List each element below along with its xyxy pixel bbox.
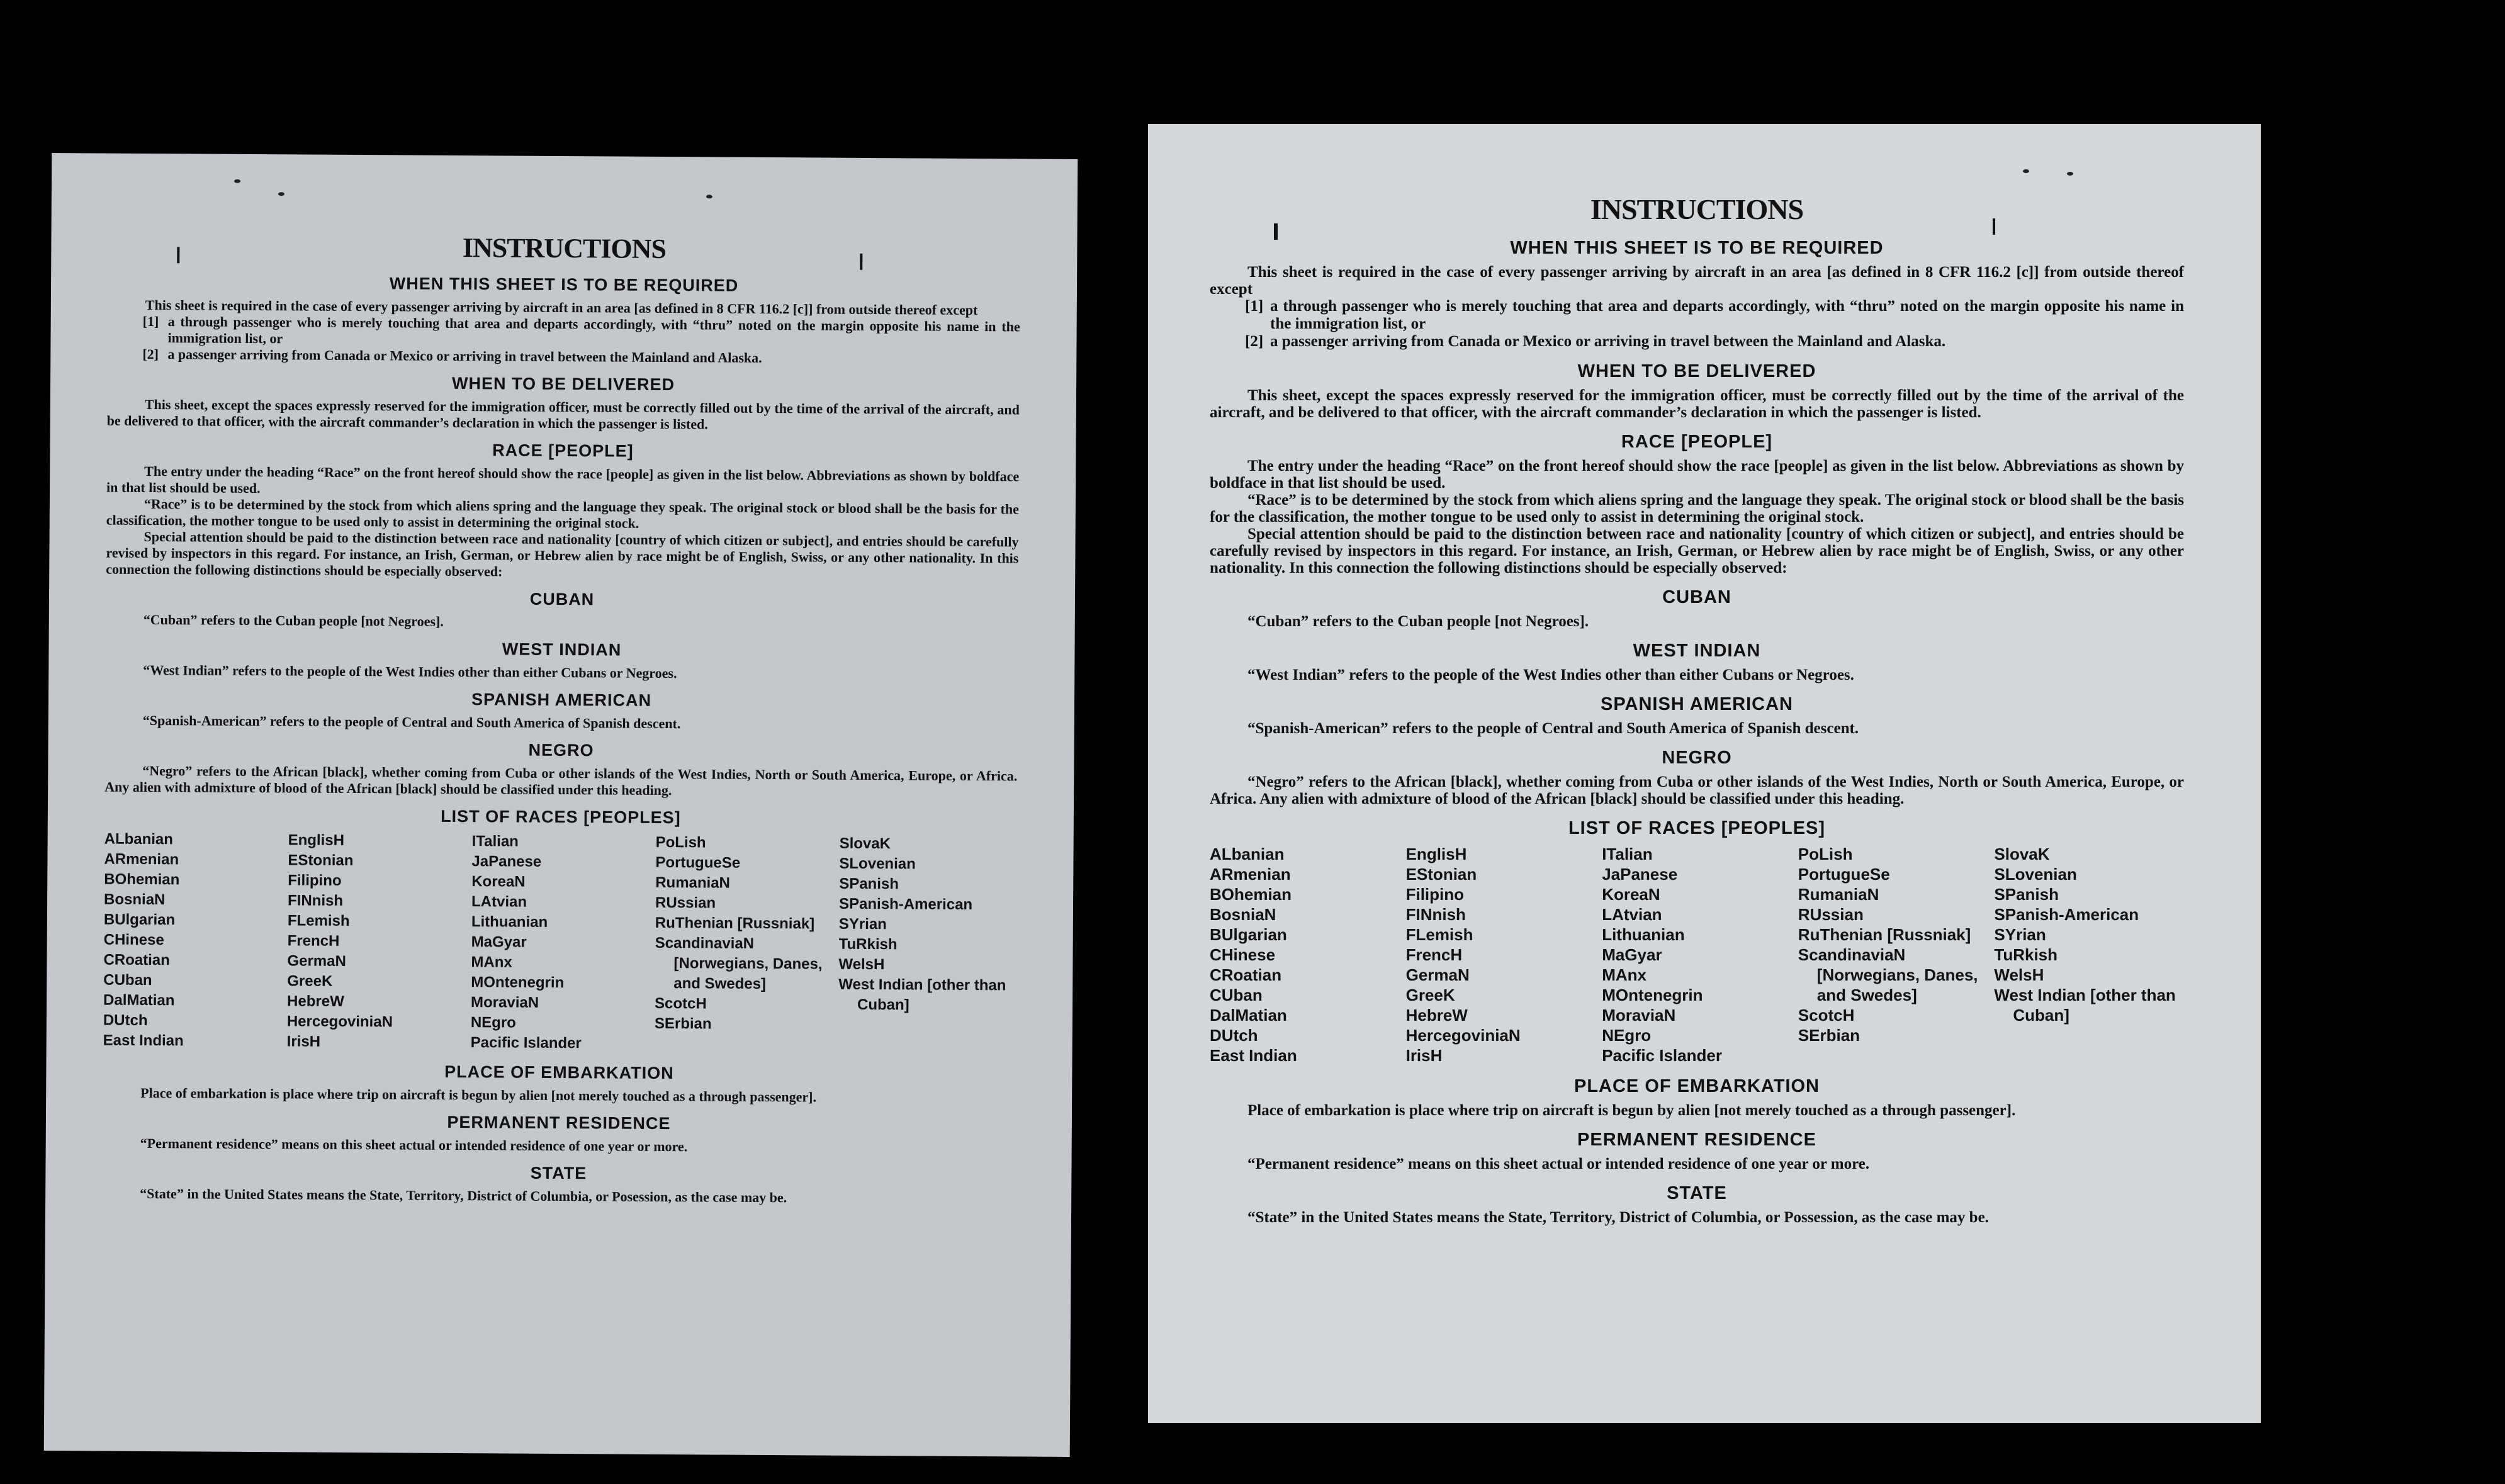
race-entry: SYrian bbox=[838, 915, 887, 933]
race-entry: ScandinaviaN [Norwegians, Danes, and Swedes] bbox=[1798, 945, 1978, 1004]
race-entry: CRoatian bbox=[1210, 965, 1282, 984]
race-entry: Lithuanian bbox=[471, 913, 548, 931]
race-entry: Lithuanian bbox=[1602, 925, 1685, 944]
race-entry: CRoatian bbox=[103, 951, 170, 969]
race-entry: ITalian bbox=[1602, 845, 1653, 863]
race-entry: PoLish bbox=[1798, 845, 1853, 863]
race-entry: GreeK bbox=[287, 972, 333, 990]
race-entry: Filipino bbox=[288, 872, 342, 889]
page-title: INSTRUCTIONS bbox=[462, 232, 667, 265]
race-entry: EStonian bbox=[288, 852, 354, 869]
heading-when-required: WHEN THIS SHEET IS TO BE REQUIRED bbox=[389, 274, 739, 295]
races-column bbox=[1798, 844, 1988, 1065]
race-entry: BUlgarian bbox=[103, 911, 176, 929]
races-column bbox=[1210, 844, 1400, 1065]
race-entry: TuRkish bbox=[1994, 945, 2058, 964]
race-entry: TuRkish bbox=[838, 935, 898, 953]
state-text: “State” in the United States means the State, Territory, District of Columbia, or Posession, as the case may be. bbox=[140, 1185, 787, 1206]
race-entry: SPanish bbox=[839, 875, 899, 893]
speck bbox=[234, 179, 240, 183]
race-paragraph-1: The entry under the heading “Race” on the front hereof should show the race [people] as given in the list below. Abbreviations as shown by boldface in that list should be used. bbox=[1210, 458, 2184, 492]
heading-when-delivered: WHEN TO BE DELIVERED bbox=[1577, 361, 1816, 381]
race-paragraph-1: The entry under the heading “Race” on the front hereof should show the race [people] as given in the list below. Abbreviations as shown by boldface in that list should be used. bbox=[106, 463, 1020, 497]
heading-spanish-american: SPANISH AMERICAN bbox=[471, 690, 652, 710]
heading-place-of-embarkation: PLACE OF EMBARKATION bbox=[444, 1062, 674, 1083]
embarkation-text: Place of embarkation is place where trip on aircraft is begun by alien [not merely touched as a through passenger]. bbox=[1247, 1102, 2016, 1119]
race-entry: CUban bbox=[103, 971, 152, 989]
exception-1-number: [1] bbox=[1245, 298, 1264, 315]
races-column bbox=[655, 833, 833, 1055]
race-entry: NEgro bbox=[1602, 1026, 1652, 1045]
residence-text: “Permanent residence” means on this sheet actual or intended residence of one year or more. bbox=[140, 1135, 688, 1155]
race-entry: IrisH bbox=[1405, 1046, 1443, 1065]
races-column bbox=[838, 834, 1017, 1057]
race-entry: DUtch bbox=[103, 1011, 148, 1029]
heading-cuban: CUBAN bbox=[529, 589, 595, 609]
race-entry: RuThenian [Russniak] bbox=[655, 914, 815, 933]
race-entry: NEgro bbox=[470, 1014, 516, 1031]
race-entry: FLemish bbox=[287, 912, 350, 930]
race-entry: East Indian bbox=[103, 1031, 184, 1050]
race-entry: CHinese bbox=[103, 931, 164, 949]
race-entry: MaGyar bbox=[471, 933, 527, 951]
races-column bbox=[103, 829, 282, 1052]
heading-permanent-residence: PERMANENT RESIDENCE bbox=[447, 1112, 671, 1133]
spanish-american-text: “Spanish-American” refers to the people of Central and South America of Spanish descent. bbox=[1247, 720, 1859, 737]
race-entry: BUlgarian bbox=[1210, 925, 1287, 944]
race-entry: HebreW bbox=[1405, 1006, 1468, 1025]
speck bbox=[706, 194, 712, 198]
race-entry: KoreaN bbox=[1602, 885, 1660, 904]
race-entry: IrisH bbox=[286, 1033, 321, 1050]
race-entry: SErbian bbox=[1798, 1026, 1860, 1045]
when-delivered-text: This sheet, except the spaces expressly reserved for the immigration officer, must be correctly filled out by the time of the arrival of the aircraft, and be delivered to that officer, with the aircraft commander’s declaration in which the passenger is listed. bbox=[1210, 387, 2184, 421]
race-entry: HercegoviniaN bbox=[286, 1013, 393, 1031]
race-paragraph-3: Special attention should be paid to the distinction between race and nationality [country of which citizen or subject], and entries should be carefully revised by inspectors in this regard. For instance, an Irish, German, or Hebrew alien by race might be of English, Swiss, or any other nationality. In this connection the following distinctions should be especially observed: bbox=[106, 528, 1019, 580]
exception-1 bbox=[1245, 298, 2184, 333]
spanish-american-text: “Spanish-American” refers to the people of Central and South America of Spanish descent. bbox=[142, 712, 681, 732]
race-entry: SPanish-American bbox=[838, 895, 973, 913]
exception-2 bbox=[1245, 333, 2184, 351]
speck bbox=[278, 192, 284, 196]
speck bbox=[2023, 169, 2029, 173]
exception-1-number: [1] bbox=[142, 313, 159, 330]
race-entry: SPanish bbox=[1994, 885, 2059, 904]
race-entry: FINnish bbox=[1405, 905, 1466, 924]
exception-1-text: a through passenger who is merely touching that area and departs accordingly, with “thru” noted on the margin opposite his name in the immigration list, or bbox=[1270, 298, 2184, 332]
heading-list-of-races: LIST OF RACES [PEOPLES] bbox=[1568, 818, 1826, 838]
race-entry: RUssian bbox=[655, 894, 716, 912]
race-entry: LAtvian bbox=[471, 893, 527, 911]
race-entry: MaGyar bbox=[1602, 945, 1662, 964]
exception-2-number: [2] bbox=[142, 346, 159, 363]
heading-race: RACE [PEOPLE] bbox=[1621, 432, 1773, 452]
race-entry: SPanish-American bbox=[1994, 905, 2139, 924]
race-entry: PortugueSe bbox=[655, 853, 741, 872]
heading-spanish-american: SPANISH AMERICAN bbox=[1600, 694, 1793, 714]
race-entry: EnglisH bbox=[288, 831, 345, 849]
embarkation-text: Place of embarkation is place where trip on aircraft is begun by alien [not merely touched as a through passenger]. bbox=[140, 1084, 817, 1105]
exception-1-text: a through passenger who is merely touching that area and departs accordingly, with “thru” noted on the margin opposite his name in the immigration list, or bbox=[167, 313, 1020, 347]
race-entry: EStonian bbox=[1405, 865, 1477, 884]
cuban-text: “Cuban” refers to the Cuban people [not Negroes]. bbox=[143, 611, 444, 629]
race-entry: RuThenian [Russniak] bbox=[1798, 925, 1971, 944]
race-paragraph-2: “Race” is to be determined by the stock from which aliens spring and the language they speak. The original stock or blood shall be the basis for the classification, the mother tongue to be used only to assist in determining the original stock. bbox=[1210, 492, 2184, 526]
race-entry: CHinese bbox=[1210, 945, 1276, 964]
race-entry: GermaN bbox=[1405, 965, 1470, 984]
race-entry: Filipino bbox=[1405, 885, 1465, 904]
race-entry: HercegoviniaN bbox=[1405, 1026, 1521, 1045]
race-entry: GermaN bbox=[287, 952, 346, 970]
speck bbox=[2067, 172, 2073, 176]
race-entry: HebreW bbox=[287, 992, 344, 1010]
race-entry: ALbanian bbox=[104, 830, 174, 848]
heading-permanent-residence: PERMANENT RESIDENCE bbox=[1577, 1130, 1816, 1150]
race-entry: BOhemian bbox=[1210, 885, 1292, 904]
race-entry: East Indian bbox=[1210, 1046, 1297, 1065]
races-column bbox=[471, 831, 650, 1054]
margin-mark bbox=[1274, 223, 1278, 240]
race-paragraph-3: Special attention should be paid to the distinction between race and nationality [country of which citizen or subject], and entries should be carefully revised by inspectors in this regard. For instance, an Irish, German, or Hebrew alien by race might be of English, Swiss, or any other nationality. In this connection the following distinctions should be especially observed: bbox=[1210, 526, 2184, 576]
race-entry: RumaniaN bbox=[1798, 885, 1879, 904]
race-entry: MOntenegrin bbox=[1602, 986, 1703, 1004]
races-column bbox=[1602, 844, 1792, 1065]
page-title: INSTRUCTIONS bbox=[1590, 193, 1804, 225]
state-text: “State” in the United States means the State, Territory, District of Columbia, or Possession, as the case may be. bbox=[1247, 1209, 1989, 1226]
margin-mark bbox=[860, 254, 862, 270]
cuban-text: “Cuban” refers to the Cuban people [not Negroes]. bbox=[1247, 613, 1589, 630]
heading-place-of-embarkation: PLACE OF EMBARKATION bbox=[1573, 1076, 1820, 1096]
race-entry: MoraviaN bbox=[1602, 1006, 1676, 1025]
west-indian-text: “West Indian” refers to the people of the West Indies other than either Cubans or Negroes. bbox=[1247, 666, 1854, 683]
race-entry: ARmenian bbox=[104, 850, 179, 868]
race-entry: DUtch bbox=[1210, 1026, 1258, 1045]
race-entry: MoraviaN bbox=[470, 994, 539, 1011]
heading-race: RACE [PEOPLE] bbox=[492, 441, 634, 461]
heading-west-indian: WEST INDIAN bbox=[1633, 641, 1761, 661]
race-entry: MOntenegrin bbox=[471, 974, 565, 992]
when-required-text: This sheet is required in the case of every passenger arriving by aircraft in an area [as defined in 8 CFR 116.2 [c]] from outside thereof except bbox=[145, 296, 978, 318]
race-entry: SlovaK bbox=[839, 835, 891, 853]
heading-negro: NEGRO bbox=[528, 740, 594, 760]
races-list bbox=[1210, 844, 2184, 1065]
race-entry: ARmenian bbox=[1210, 865, 1291, 884]
exception-2-text: a passenger arriving from Canada or Mexico or arriving in travel between the Mainland and Alaska. bbox=[167, 346, 762, 366]
race-entry: ScotcH bbox=[1798, 1006, 1855, 1025]
race-entry: WelsH bbox=[838, 955, 885, 974]
heading-when-delivered: WHEN TO BE DELIVERED bbox=[451, 373, 675, 395]
race-entry: ALbanian bbox=[1210, 845, 1285, 863]
heading-state: STATE bbox=[1667, 1183, 1727, 1203]
heading-when-required: WHEN THIS SHEET IS TO BE REQUIRED bbox=[1510, 238, 1884, 258]
race-entry: PortugueSe bbox=[1798, 865, 1890, 884]
when-delivered-text: This sheet, except the spaces expressly reserved for the immigration officer, must be correctly filled out by the time of the arrival of the aircraft, and be delivered to that officer, with the aircraft commander’s declaration in which the passenger is listed. bbox=[106, 396, 1020, 432]
west-indian-text: “West Indian” refers to the people of the West Indies other than either Cubans or Negroes. bbox=[143, 661, 677, 682]
heading-list-of-races: LIST OF RACES [PEOPLES] bbox=[441, 806, 681, 828]
negro-text: “Negro” refers to the African [black], whether coming from Cuba or other islands of the West Indies, North or South America, Europe, or Africa. Any alien with admixture of blood of the African [black] should be classified under this heading. bbox=[104, 762, 1018, 799]
races-column bbox=[287, 830, 466, 1053]
exception-1 bbox=[142, 313, 1020, 352]
race-entry: BosniaN bbox=[1210, 905, 1276, 924]
races-column bbox=[1994, 844, 2184, 1065]
race-entry: Pacific Islander bbox=[1602, 1046, 1722, 1065]
heading-state: STATE bbox=[530, 1163, 587, 1183]
race-entry: ITalian bbox=[471, 833, 519, 850]
race-entry: JaPanese bbox=[471, 853, 542, 870]
race-entry: LAtvian bbox=[1602, 905, 1662, 924]
document-page-right bbox=[1148, 124, 2261, 1423]
when-required-text: This sheet is required in the case of every passenger arriving by aircraft in an area [as defined in 8 CFR 116.2 [c]] from outside thereof except bbox=[1210, 264, 2184, 298]
race-entry: BosniaN bbox=[103, 891, 166, 909]
residence-text: “Permanent residence” means on this sheet actual or intended residence of one year or more. bbox=[1247, 1155, 1870, 1172]
race-entry: West Indian [other than Cuban] bbox=[838, 975, 1006, 1014]
race-entry: ScotcH bbox=[654, 994, 707, 1013]
race-entry: SLovenian bbox=[839, 855, 916, 873]
race-entry: West Indian [other than Cuban] bbox=[1994, 986, 2176, 1025]
race-entry: SLovenian bbox=[1994, 865, 2077, 884]
race-entry: RumaniaN bbox=[655, 874, 731, 892]
race-entry: JaPanese bbox=[1602, 865, 1678, 884]
race-entry: FLemish bbox=[1405, 925, 1473, 944]
race-entry: CUban bbox=[1210, 986, 1263, 1004]
race-entry: BOhemian bbox=[104, 870, 180, 889]
margin-mark bbox=[177, 247, 179, 263]
races-column bbox=[1406, 844, 1596, 1065]
heading-west-indian: WEST INDIAN bbox=[502, 639, 622, 660]
race-entry: MAnx bbox=[1602, 965, 1647, 984]
exception-2-text: a passenger arriving from Canada or Mexico or arriving in travel between the Mainland and Alaska. bbox=[1270, 333, 1946, 350]
race-entry: SYrian bbox=[1994, 925, 2046, 944]
race-entry: FrencH bbox=[287, 932, 340, 950]
race-entry: SErbian bbox=[654, 1015, 712, 1033]
heading-cuban: CUBAN bbox=[1662, 587, 1731, 607]
race-entry: MAnx bbox=[471, 953, 512, 971]
races-list bbox=[103, 829, 1017, 1057]
race-entry: SlovaK bbox=[1994, 845, 2050, 863]
heading-negro: NEGRO bbox=[1662, 748, 1732, 768]
race-entry: FrencH bbox=[1405, 945, 1463, 964]
negro-text: “Negro” refers to the African [black], whether coming from Cuba or other islands of the West Indies, North or South America, Europe, or Africa. Any alien with admixture of blood of the African [black] should be classified under this heading. bbox=[1210, 773, 2184, 807]
race-entry: DalMatian bbox=[1210, 1006, 1287, 1025]
margin-mark bbox=[1993, 218, 1995, 235]
race-entry: PoLish bbox=[655, 833, 706, 852]
race-entry: RUssian bbox=[1798, 905, 1864, 924]
race-entry: ScandinaviaN [Norwegians, Danes, and Swedes] bbox=[655, 934, 823, 992]
race-entry: EnglisH bbox=[1405, 845, 1467, 863]
race-entry: DalMatian bbox=[103, 991, 175, 1009]
exception-2-number: [2] bbox=[1245, 333, 1264, 350]
race-entry: KoreaN bbox=[471, 873, 526, 891]
race-entry: Pacific Islander bbox=[470, 1034, 582, 1052]
race-entry: WelsH bbox=[1994, 965, 2044, 984]
document-page-left bbox=[44, 153, 1078, 1457]
race-entry: FINnish bbox=[287, 892, 344, 909]
race-entry: GreeK bbox=[1405, 986, 1455, 1004]
race-paragraph-2: “Race” is to be determined by the stock from which aliens spring and the language they speak. The original stock or blood shall be the basis for the classification, the mother tongue to be used only to assist in determining the original stock. bbox=[106, 495, 1019, 531]
